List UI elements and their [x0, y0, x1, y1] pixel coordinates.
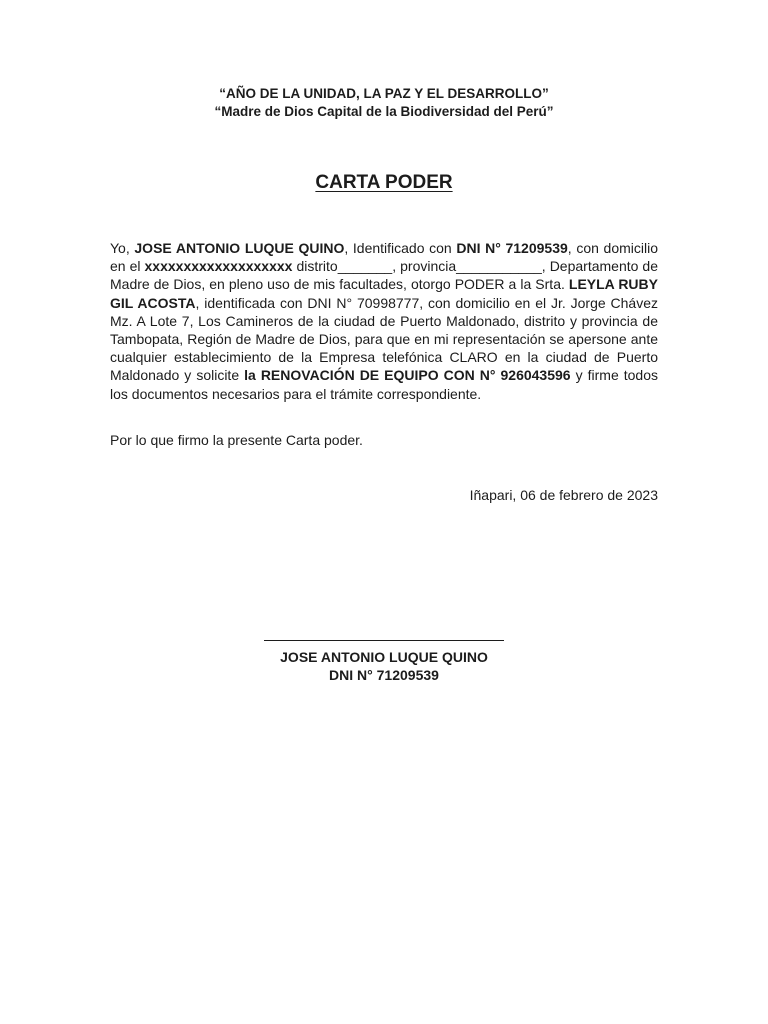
paragraph-text: Yo,: [110, 240, 135, 256]
closing-paragraph: [110, 431, 658, 449]
paragraph-text: , con domicilio en el: [110, 240, 658, 275]
signatory-dni: DNI N° 71209539: [329, 667, 439, 683]
main-paragraph: [110, 239, 658, 403]
grantor-name: JOSE ANTONIO LUQUE QUINO: [134, 240, 345, 256]
place-date: Iñapari, 06 de febrero de 2023: [469, 487, 658, 503]
grantor-dni: DNI N° 71209539: [456, 240, 568, 256]
signature-block: [0, 626, 768, 685]
document-title: CARTA PODER: [315, 172, 453, 193]
closing-text: Por lo que firmo la presente Carta poder.: [110, 432, 363, 448]
header-region-motto: “Madre de Dios Capital de la Biodiversidad del Perú”: [214, 104, 554, 119]
request-text: la RENOVACIÓN DE EQUIPO CON N° 926043596: [244, 367, 571, 384]
signatory-name: JOSE ANTONIO LUQUE QUINO: [280, 648, 488, 665]
paragraph-text: , Identificado con: [344, 240, 457, 256]
grantor-address: xxxxxxxxxxxxxxxxxxx: [144, 258, 293, 275]
header-year-motto: “AÑO DE LA UNIDAD, LA PAZ Y EL DESARROLLO”: [219, 86, 549, 101]
paragraph-text: distrito_______, provincia___________, Departamento de Madre de Dios, en pleno uso de mis facultades, otorgo PODER a la Srta.: [110, 258, 659, 293]
signature-line: [264, 626, 504, 641]
document-header: [0, 85, 768, 121]
paragraph-text: , identificada con DNI N° 70998777, con domicilio en el Jr. Jorge Chávez Mz. A Lote 7, Los Camineros de la ciudad de Puerto Maldonado, distrito y provincia de Tambopata, Región de Madre de Dios, para que en mi representación se apersone ante cualquier establecimiento de la Empresa telefónica CLARO en la ciudad de Puerto Maldonado y solicite: [110, 294, 658, 384]
agent-name: LEYLA RUBY GIL ACOSTA: [110, 276, 658, 311]
paragraph-text: y firme todos los documentos necesarios para el trámite correspondiente.: [110, 367, 658, 402]
